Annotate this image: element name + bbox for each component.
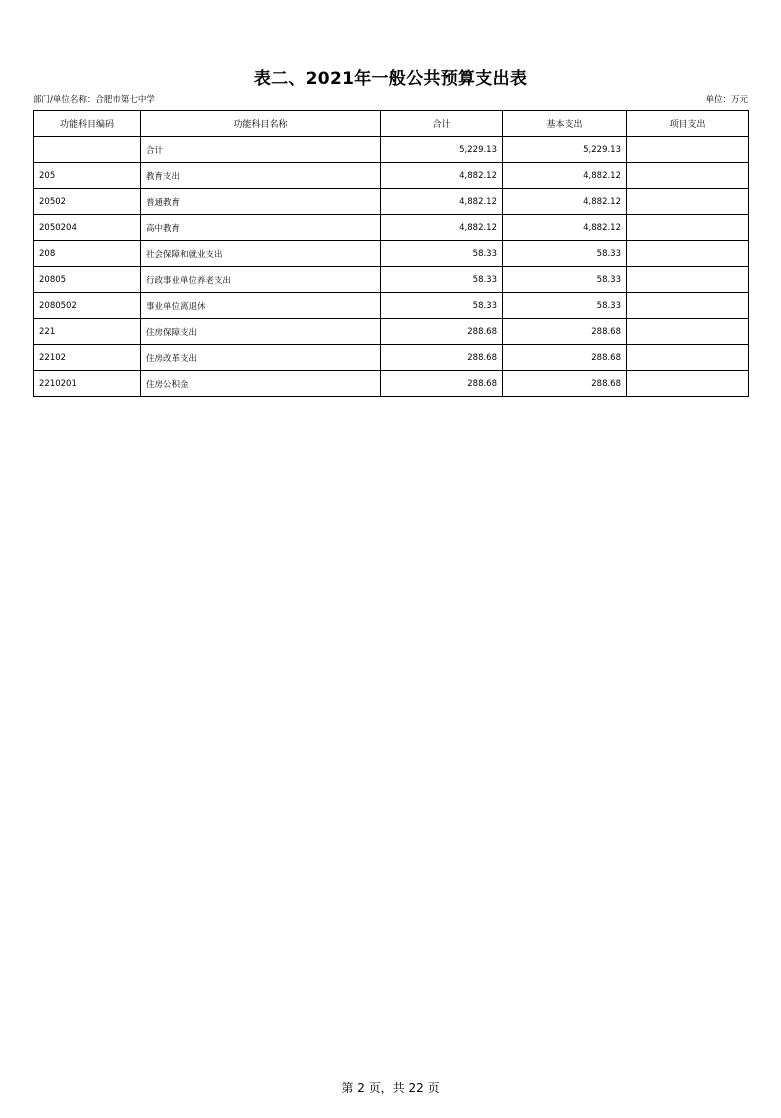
table-row [34,371,749,397]
table-row [34,293,749,319]
table-header-row [34,111,749,137]
table-row [34,267,749,293]
table-row [34,319,749,345]
cell-function-name: 合计 [141,137,381,163]
cell-total: 4,882.12 [381,189,503,215]
cell-function-name: 住房公积金 [141,371,381,397]
cell-project-expenditure [627,345,749,371]
budget-expenditure-table [33,110,749,397]
cell-function-name: 住房改革支出 [141,345,381,371]
cell-function-name: 社会保障和就业支出 [141,241,381,267]
cell-total: 58.33 [381,267,503,293]
cell-basic-expenditure: 58.33 [503,267,627,293]
cell-basic-expenditure: 58.33 [503,293,627,319]
cell-function-code: 2210201 [34,371,141,397]
cell-function-code: 22102 [34,345,141,371]
cell-project-expenditure [627,319,749,345]
page-title: 表二、2021年一般公共预算支出表 [253,69,528,89]
cell-total: 5,229.13 [381,137,503,163]
column-header-function-code: 功能科目编码 [34,111,141,137]
cell-basic-expenditure: 5,229.13 [503,137,627,163]
table-row [34,345,749,371]
cell-basic-expenditure: 58.33 [503,241,627,267]
amount-unit-label: 单位：万元 [705,95,748,105]
cell-project-expenditure [627,371,749,397]
cell-total: 58.33 [381,293,503,319]
column-header-basic-expenditure: 基本支出 [503,111,627,137]
cell-function-name: 高中教育 [141,215,381,241]
cell-total: 58.33 [381,241,503,267]
cell-total: 4,882.12 [381,163,503,189]
cell-function-name: 住房保障支出 [141,319,381,345]
cell-function-code: 2080502 [34,293,141,319]
column-header-function-name: 功能科目名称 [141,111,381,137]
table-row [34,137,749,163]
department-name-label: 部门/单位名称：合肥市第七中学 [33,95,155,105]
cell-function-name: 行政事业单位养老支出 [141,267,381,293]
cell-function-code: 2050204 [34,215,141,241]
cell-project-expenditure [627,215,749,241]
cell-basic-expenditure: 288.68 [503,371,627,397]
cell-basic-expenditure: 288.68 [503,345,627,371]
cell-project-expenditure [627,241,749,267]
cell-function-code [34,137,141,163]
cell-function-code: 20502 [34,189,141,215]
cell-project-expenditure [627,293,749,319]
cell-basic-expenditure: 288.68 [503,319,627,345]
column-header-total: 合计 [381,111,503,137]
cell-function-name: 事业单位离退休 [141,293,381,319]
page-footer: 第 2 页，共 22 页 [341,1081,440,1095]
cell-function-code: 20805 [34,267,141,293]
cell-total: 4,882.12 [381,215,503,241]
cell-function-name: 教育支出 [141,163,381,189]
cell-basic-expenditure: 4,882.12 [503,189,627,215]
cell-function-code: 208 [34,241,141,267]
cell-project-expenditure [627,267,749,293]
cell-basic-expenditure: 4,882.12 [503,215,627,241]
table-row [34,241,749,267]
cell-function-code: 221 [34,319,141,345]
cell-project-expenditure [627,163,749,189]
table-row [34,189,749,215]
table-row [34,163,749,189]
document-meta [33,93,748,107]
cell-total: 288.68 [381,345,503,371]
column-header-project-expenditure: 项目支出 [627,111,749,137]
cell-basic-expenditure: 4,882.12 [503,163,627,189]
cell-function-code: 205 [34,163,141,189]
cell-total: 288.68 [381,319,503,345]
cell-project-expenditure [627,137,749,163]
cell-function-name: 普通教育 [141,189,381,215]
cell-total: 288.68 [381,371,503,397]
cell-project-expenditure [627,189,749,215]
table-row [34,215,749,241]
